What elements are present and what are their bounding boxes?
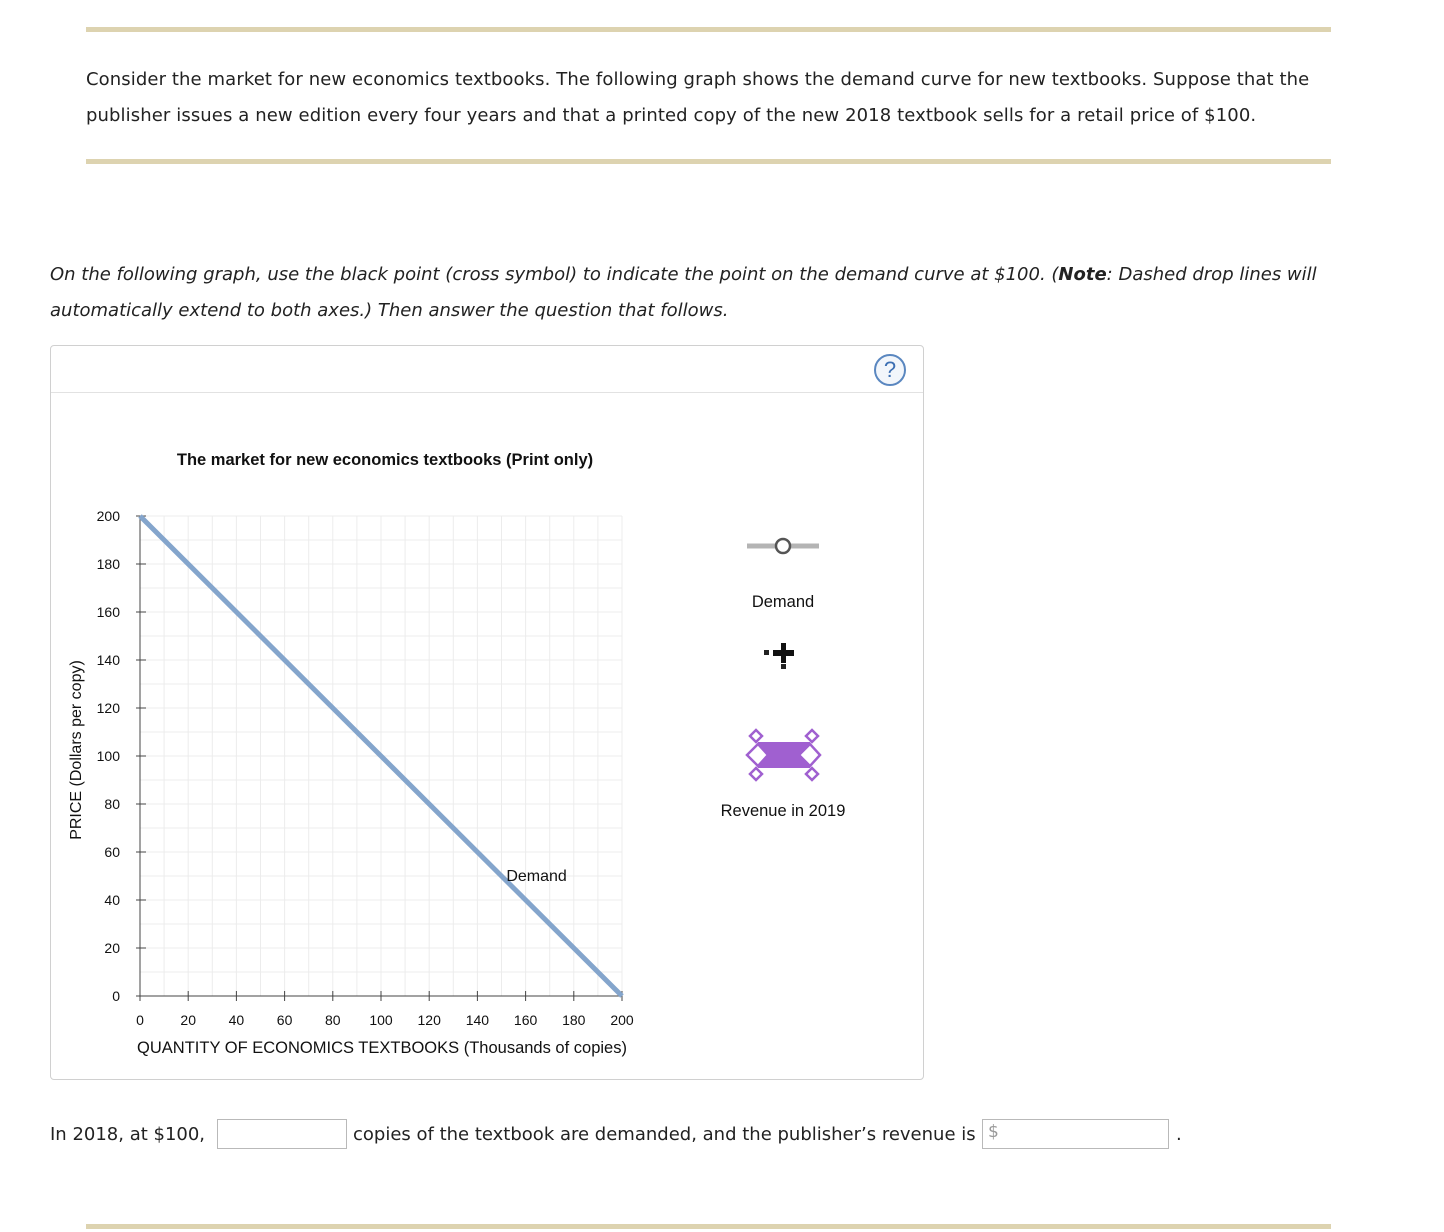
x-tick-label: 20 [180,1012,196,1028]
line-circle-icon[interactable] [747,539,819,553]
y-tick-label: 200 [96,508,120,524]
legend-revenue-label: Revenue in 2019 [720,802,846,820]
y-tick-label: 160 [96,604,120,620]
legend-demand-tool[interactable] [747,539,819,611]
x-axis-label: QUANTITY OF ECONOMICS TEXTBOOKS (Thousands of copies) [137,1039,627,1057]
y-tick-label: 60 [104,844,120,860]
revenue-currency-symbol: $ [988,1122,999,1142]
graph-instructions [50,257,1350,329]
problem-intro [86,62,1336,134]
legend-demand-label: Demand [751,593,815,611]
purple-area-icon[interactable] [747,730,820,780]
x-tick-label: 120 [417,1012,441,1028]
y-axis-label: PRICE (Dollars per copy) [68,660,85,840]
black-cross-point-icon[interactable] [764,643,794,669]
top-divider [86,27,1331,32]
y-tick-label: 180 [96,556,120,572]
x-tick-label: 80 [325,1012,341,1028]
y-tick-label: 140 [96,652,120,668]
question-middle: copies of the textbook are demanded, and the publisher’s revenue is [353,1124,976,1145]
quantity-input[interactable] [217,1119,347,1149]
intro-line-1: Consider the market for new economics textbooks. The following graph shows the demand curve for new textbooks. Suppose that the [86,69,1310,90]
chart-title: The market for new economics textbooks (Print only) [176,451,594,469]
graph-panel [50,345,924,1080]
y-tick-label: 100 [96,748,120,764]
instructions-line-1: On the following graph, use the black point (cross symbol) to indicate the point on the demand curve at $100. (Note: Dashed drop lines will [50,264,1317,285]
y-tick-label: 80 [104,796,120,812]
bottom-divider [86,1224,1331,1229]
instructions-line-2: automatically extend to both axes.) Then answer the question that follows. [50,300,729,321]
y-tick-label: 120 [96,700,120,716]
x-tick-label: 0 [136,1012,144,1028]
demand-chart[interactable] [51,346,923,1079]
x-tick-label: 200 [610,1012,634,1028]
y-tick-label: 0 [112,988,120,1004]
help-icon[interactable]: ? [874,354,906,386]
intro-line-2: publisher issues a new edition every four years and that a printed copy of the new 2018 textbook sells for a retail price of $100. [86,105,1257,126]
x-tick-label: 60 [276,1012,293,1028]
x-tick-label: 40 [228,1012,245,1028]
note-label: Note [1058,264,1107,285]
y-tick-label: 40 [104,892,120,908]
question-suffix: . [1176,1124,1182,1145]
revenue-input[interactable] [982,1119,1169,1149]
demand-curve-label: Demand [506,868,567,885]
chart-axes [97,508,634,1028]
legend-revenue-tool[interactable] [721,730,846,820]
x-tick-label: 160 [513,1012,538,1028]
x-tick-label: 140 [465,1012,490,1028]
question-prefix: In 2018, at $100, [50,1124,206,1145]
middle-divider [86,159,1331,164]
y-tick-label: 20 [104,940,120,956]
x-tick-label: 100 [369,1012,393,1028]
x-tick-label: 180 [562,1012,586,1028]
